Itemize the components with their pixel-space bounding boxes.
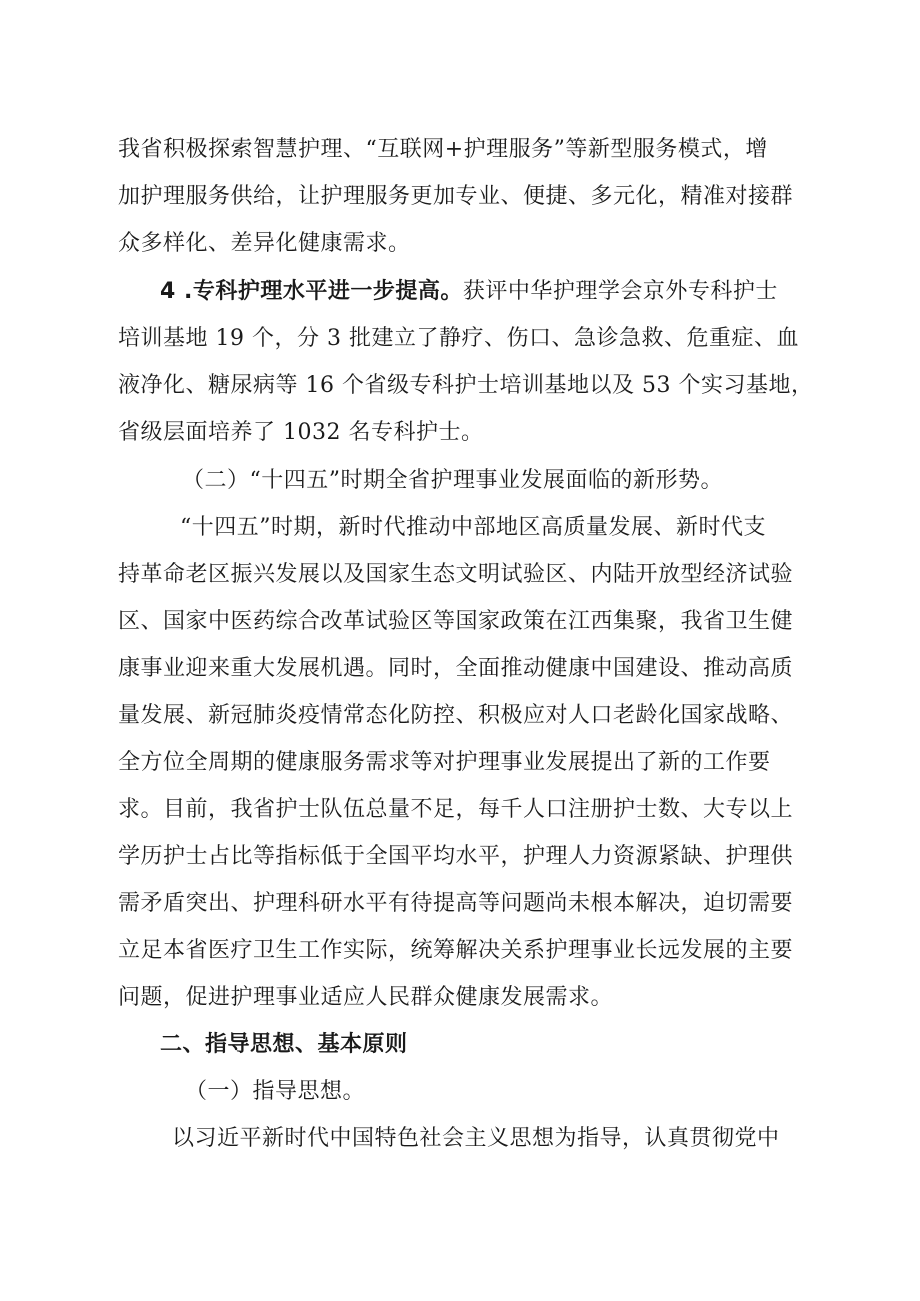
paragraph-line: 加护理服务供给，让护理服务更加专业、便捷、多元化，精准对接群: [118, 184, 794, 209]
paragraph-line: 众多样化、差异化健康需求。: [118, 231, 411, 256]
section-4-line: [160, 277, 820, 307]
paragraph-line: 省级层面培养了 1032 名专科护士。: [118, 420, 484, 445]
paragraph-line: 持革命老区振兴发展以及国家生态文明试验区、内陆开放型经济试验: [118, 562, 794, 587]
paragraph-line: 区、国家中医药综合改革试验区等国家政策在江西集聚，我省卫生健: [118, 609, 794, 634]
paragraph-line: 需矛盾突出、护理科研水平有待提高等问题尚未根本解决，迫切需要: [118, 891, 794, 916]
paragraph-line: 我省积极探索智慧护理、“互联网+护理服务”等新型服务模式，增: [118, 137, 768, 162]
section-4-heading: 4 .专科护理水平进一步提高。: [160, 279, 463, 304]
paragraph-line: “十四五”时期，新时代推动中部地区高质量发展、新时代支: [180, 515, 766, 540]
paragraph-line: 问题，促进护理事业适应人民群众健康发展需求。: [118, 985, 614, 1010]
subsection-heading: （一）指导思想。: [185, 1079, 366, 1104]
section-4-text: 获评中华护理学会京外专科护士: [462, 279, 778, 304]
paragraph-line: 康事业迎来重大发展机遇。同时，全面推动健康中国建设、推动高质: [118, 656, 794, 681]
paragraph-line: 全方位全周期的健康服务需求等对护理事业发展提出了新的工作要: [118, 750, 771, 775]
paragraph-line: 立足本省医疗卫生工作实际，统筹解决关系护理事业长远发展的主要: [118, 938, 794, 963]
paragraph-line: 求。目前，我省护士队伍总量不足，每千人口注册护士数、大专以上: [118, 797, 794, 822]
subsection-heading: （二）“十四五”时期全省护理事业发展面临的新形势。: [182, 468, 723, 493]
chapter-heading: 二、指导思想、基本原则: [160, 1032, 408, 1057]
paragraph-line: 学历护士占比等指标低于全国平均水平，护理人力资源紧缺、护理供: [118, 844, 794, 869]
paragraph-line: 以习近平新时代中国特色社会主义思想为指导，认真贯彻党中: [172, 1126, 780, 1151]
paragraph-line: 量发展、新冠肺炎疫情常态化防控、积极应对人口老龄化国家战略、: [118, 703, 794, 728]
paragraph-line: 液净化、糖尿病等 16 个省级专科护士培训基地以及 53 个实习基地，: [118, 373, 814, 398]
paragraph-line: 培训基地 19 个，分 3 批建立了静疗、伤口、急诊急救、危重症、血: [118, 326, 799, 351]
